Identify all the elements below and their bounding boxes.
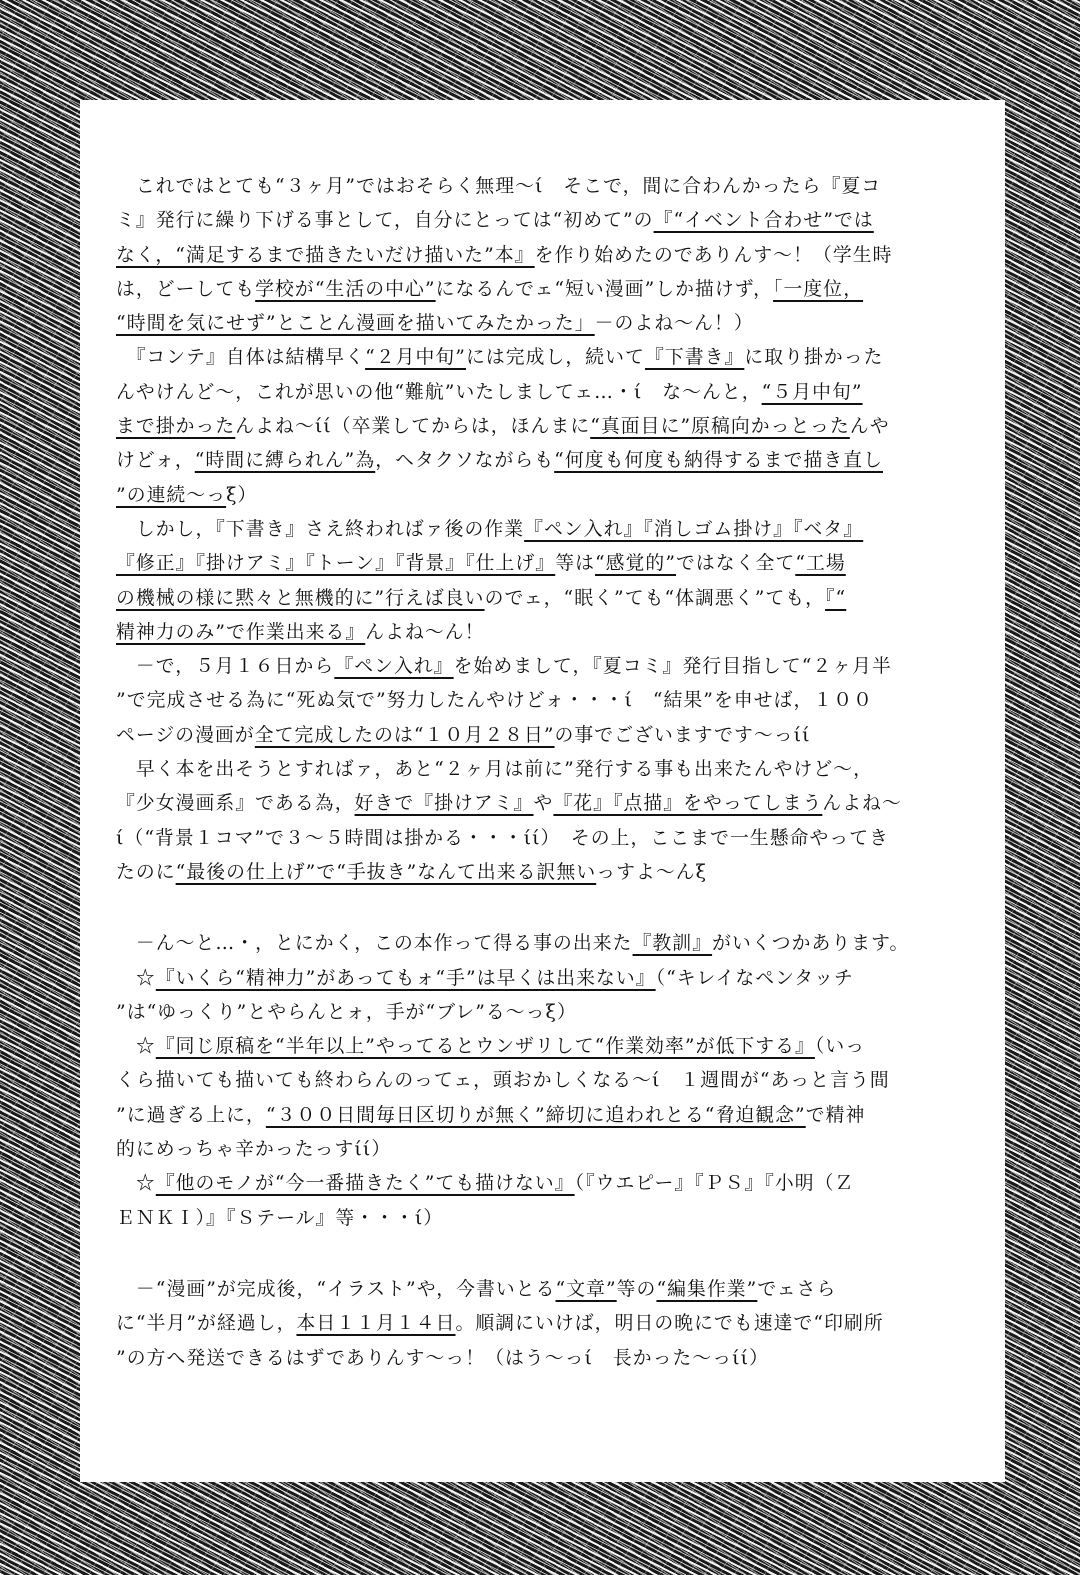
text-line [116, 927, 972, 961]
text-run: んよね～ίί（卒業してからは，ほんまに [235, 416, 591, 438]
text-run: ページの漫画が [116, 724, 255, 746]
underlined-phrase: “文章” [555, 1278, 617, 1300]
underlined-phrase: 『“イベント合わせ”では [653, 210, 874, 232]
text-run: んやけんど～，これが思いの他“難航”いたしましてェ…・ί な～んと， [116, 381, 762, 403]
text-run: ☆ [116, 1173, 156, 1195]
text-line [116, 1064, 972, 1098]
underlined-phrase: 『“ [825, 587, 847, 609]
underlined-phrase: 『同じ原稿を“半年以上”やってるとウンザリして“作業効率”が低下する』 [155, 1036, 815, 1058]
text-run: になるんでェ“短い漫画”しか描けず， [435, 278, 774, 300]
underlined-phrase: 『いくら“精神力”があってもォ“手”は早くは出来ない』 [155, 967, 656, 989]
underlined-phrase: “時間を気にせず”とことん漫画を描いてみたかった」 [116, 313, 595, 335]
text-run: に取り掛かった [744, 347, 884, 369]
text-run: （いっ [814, 1036, 866, 1058]
text-run: これではとても“３ヶ月”ではおそらく無理～ί そこで，間に合わんかったら『夏コ [116, 176, 882, 197]
text-line [116, 341, 972, 375]
text-line [116, 547, 972, 581]
text-line [116, 650, 972, 684]
underlined-phrase: 全て完成したのは“１０月２８日” [254, 724, 555, 746]
text-line [116, 273, 972, 307]
paragraph-gap [116, 1236, 972, 1273]
underlined-phrase: “感覚的” [594, 553, 677, 575]
underlined-phrase: 『ペン入れ』 [334, 656, 454, 678]
text-line [116, 410, 972, 444]
underlined-phrase: 『他のモノが“今一番描きたく”ても描けない』 [155, 1173, 575, 1195]
text-line [116, 787, 972, 821]
underlined-phrase: の機械の様に黙々と無機的に”行えば良い [116, 587, 485, 609]
underlined-phrase: “編集作業” [656, 1278, 758, 1300]
text-line [116, 616, 972, 650]
text-run: ”に過ぎる上に， [116, 1104, 266, 1126]
text-run: ではなく全て [676, 553, 796, 575]
text-run: たのに [116, 861, 176, 883]
essay-text [116, 170, 972, 1376]
underlined-phrase: “真面目に”原稿向かっとった [590, 416, 850, 438]
text-run: ”の方へ発送できるはずでありんす～っ！（はう～っί 長かった～っίί） [116, 1347, 769, 1369]
text-run: で精神 [805, 1104, 866, 1126]
text-line [116, 996, 972, 1030]
text-run: 的にめっちゃ辛かったっすίί） [116, 1139, 392, 1161]
text-run: －で，５月１６日から [116, 656, 335, 678]
underlined-phrase: まで掛かった [116, 416, 236, 438]
text-run: ”は“ゆっくり”とやらんとォ，手が“ブレ”る～っξ） [116, 1001, 577, 1023]
text-line [116, 962, 972, 996]
underlined-phrase: “時間に縛られん”為 [194, 450, 376, 472]
text-run: の事でございますです～っίί [554, 724, 811, 746]
text-line [116, 239, 972, 273]
text-run: んよね～ん！ [365, 621, 485, 643]
text-run: 等の [616, 1278, 657, 1300]
text-run: －ん～と…・，とにかく，この本作って得る事の出来た [116, 933, 633, 955]
text-run: ，ヘタクソながらも [375, 450, 555, 472]
text-line [116, 822, 972, 856]
text-line [116, 1167, 972, 1201]
text-run: （『ウエピー』『ＰＳ』『小明（Ｚ [574, 1173, 855, 1195]
text-line [116, 376, 972, 410]
underlined-phrase: 「一度位， [773, 278, 864, 300]
text-run: －“漫画”が完成後，“イラスト”や，今書いとる [116, 1278, 556, 1300]
underlined-phrase: 『下書き』 [644, 347, 745, 369]
text-run: のでェ，“眠く”ても“体調悪く”ても， [484, 587, 826, 609]
text-run: を作り始めたのでありんす～！（学生時 [534, 244, 893, 266]
text-line [116, 1342, 972, 1376]
text-run: しかし，『下書き』さえ終わればァ後の作業 [116, 518, 525, 540]
text-run: ☆ [116, 1036, 156, 1058]
text-line [116, 856, 972, 890]
text-line [116, 1202, 972, 1236]
text-line [116, 582, 972, 616]
text-line [116, 307, 972, 341]
text-run: （“キレイなペンタッチ [655, 967, 854, 989]
underlined-phrase: なく，“満足するまで描きたいだけ描いた”本』 [116, 244, 535, 266]
underlined-phrase: 好きで『掛けアミ』 [354, 793, 534, 815]
text-line [116, 1099, 972, 1133]
underlined-phrase: 『教訓』 [632, 933, 713, 955]
text-run: ミ』発行に繰り下げる事として，自分にとっては“初めて”の [116, 210, 654, 232]
text-run: 等は [555, 553, 595, 575]
text-run: 。順調にいけば，明日の晩にでも速達で“印刷所 [455, 1313, 884, 1335]
text-run: ＥＮＫＩ）』『Ｓテール』等・・・ί） [116, 1207, 444, 1229]
underlined-phrase: 精神力のみ”で作業出来る』 [116, 621, 366, 643]
text-line [116, 170, 972, 204]
text-run: 早く本を出そうとすればァ，あと“２ヶ月は前に”発行する事も出来たんやけど～， [116, 759, 874, 781]
text-run: ξ） [226, 484, 258, 506]
underlined-phrase: “２月中旬” [365, 347, 466, 369]
text-run: んや [849, 416, 890, 438]
underlined-phrase: 学校が“生活の中心” [255, 278, 436, 300]
underlined-phrase: 『ペン入れ』『消しゴム掛け』『ベタ』 [524, 518, 864, 540]
text-run: を始めまして，『夏コミ』発行目指して“２ヶ月半 [453, 656, 892, 678]
underlined-phrase: 『修正』『掛けアミ』『トーン』『背景』『仕上げ』 [116, 553, 556, 575]
text-line [116, 1307, 972, 1341]
underlined-phrase: 本日１１月１４日 [296, 1313, 456, 1335]
underlined-phrase: “最後の仕上げ”で“手抜き”なんて出来る訳無い [175, 861, 597, 883]
underlined-phrase: “工場 [795, 553, 846, 575]
text-run: や [533, 793, 554, 815]
text-line [116, 719, 972, 753]
text-run: んよね～ [822, 793, 902, 815]
underlined-phrase: “３００日間毎日区切りが無く”締切に追われとる“脅迫観念” [265, 1104, 806, 1126]
underlined-phrase: “何度も何度も納得するまで描き直し [554, 450, 883, 472]
text-run: がいくつかあります。 [712, 933, 910, 955]
text-line [116, 1273, 972, 1307]
underlined-phrase: ”の連続～っ [116, 484, 227, 506]
paragraph-gap [116, 890, 972, 927]
text-line [116, 1133, 972, 1167]
text-run: くら描いても描いても終わらんのってェ，頭おかしくなる～ί １週間が“あっと言う間 [116, 1070, 890, 1092]
text-line [116, 753, 972, 787]
text-run: 『コンテ』自体は結構早く [116, 347, 366, 369]
text-line [116, 204, 972, 238]
text-run: ☆ [116, 967, 156, 989]
text-run: ”で完成させる為に“死ぬ気で”努力したんやけどォ・・・ί “結果”を申せば，１００ [116, 690, 874, 712]
text-run: は，どーしても [116, 278, 256, 300]
text-run: に“半月”が経過し， [116, 1313, 297, 1335]
text-run: －のよね～ん！） [594, 313, 754, 335]
text-line [116, 684, 972, 718]
text-run: っすよ～んξ [596, 861, 708, 883]
underlined-phrase: “５月中旬” [761, 381, 863, 403]
text-line [116, 444, 972, 478]
text-run: けどォ， [116, 450, 195, 472]
text-run: には完成し，続いて [466, 347, 645, 369]
page-panel [80, 100, 1005, 1482]
text-run: 『少女漫画系』である為， [116, 793, 355, 815]
text-run: ί（“背景１コマ”で３～５時間は掛かる・・・ίί） その上，ここまで一生懸命やってき [116, 827, 890, 849]
text-line [116, 1030, 972, 1064]
underlined-phrase: 『花』『点描』をやってしまう [553, 793, 823, 815]
text-run: でェさら [757, 1278, 837, 1300]
text-line [116, 513, 972, 547]
text-line [116, 479, 972, 513]
